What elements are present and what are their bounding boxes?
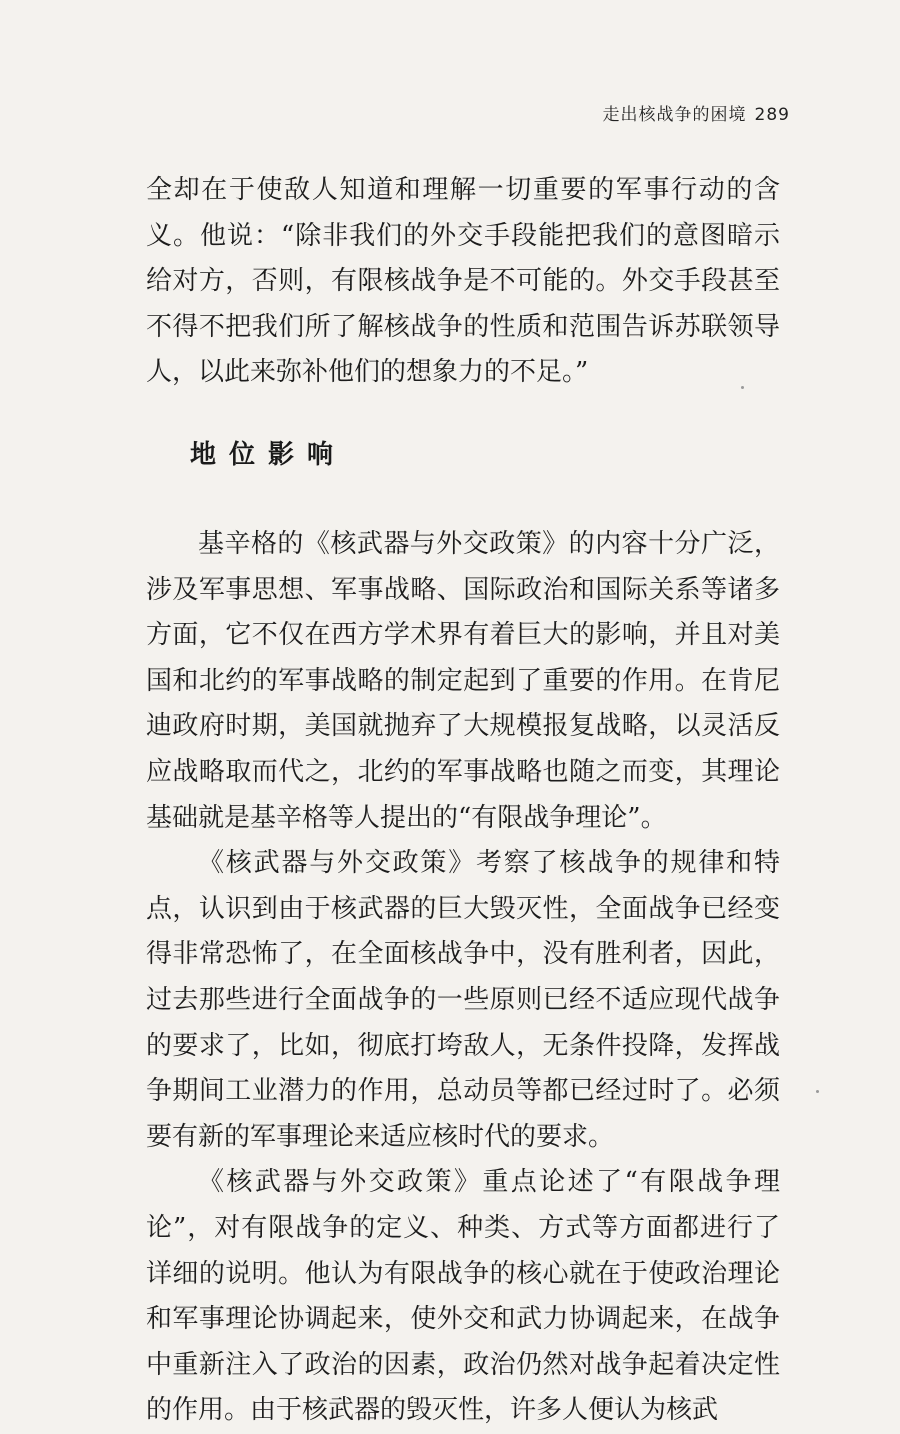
- section-body: [146, 522, 780, 1434]
- running-title: 走出核战争的困境: [602, 105, 747, 125]
- paragraph-3: 《核武器与外交政策》重点论述了“有限战争理论”，对有限战争的定义、种类、方式等方面都进行了详细的说明。他认为有限战争的核心就在于使政治理论和军事理论协调起来，使外交和武力协调起来，在战争中重新注入了政治的因素，政治仍然对战争起着决定性的作用。由于核武器的毁灭性，许多人便认为核武: [146, 1167, 780, 1426]
- running-header: [603, 100, 790, 125]
- page-number: 289: [754, 105, 790, 125]
- section-title: 地位影响: [190, 440, 347, 470]
- print-speck: [741, 386, 744, 389]
- continued-paragraph-block: [146, 168, 780, 396]
- paragraph-1: 基辛格的《核武器与外交政策》的内容十分广泛，涉及军事思想、军事战略、国际政治和国际关系等诸多方面，它不仅在西方学术界有着巨大的影响，并且对美国和北约的军事战略的制定起到了重要的作用。在肯尼迪政府时期，美国就抛弃了大规模报复战略，以灵活反应战略取而代之，北约的军事战略也随之而变，其理论基础就是基辛格等人提出的“有限战争理论”。: [146, 529, 780, 833]
- continued-paragraph: 全却在于使敌人知道和理解一切重要的军事行动的含义。他说：“除非我们的外交手段能把我们的意图暗示给对方，否则，有限核战争是不可能的。外交手段甚至不得不把我们所了解核战争的性质和范围告诉苏联领导人，以此来弥补他们的想象力的不足。”: [146, 175, 780, 388]
- print-speck: [816, 1090, 819, 1093]
- paragraph-2: 《核武器与外交政策》考察了核战争的规律和特点，认识到由于核武器的巨大毁灭性，全面战争已经变得非常恐怖了，在全面核战争中，没有胜利者，因此，过去那些进行全面战争的一些原则已经不适应现代战争的要求了，比如，彻底打垮敌人，无条件投降，发挥战争期间工业潜力的作用，总动员等都已经过时了。必须要有新的军事理论来适应核时代的要求。: [146, 848, 780, 1152]
